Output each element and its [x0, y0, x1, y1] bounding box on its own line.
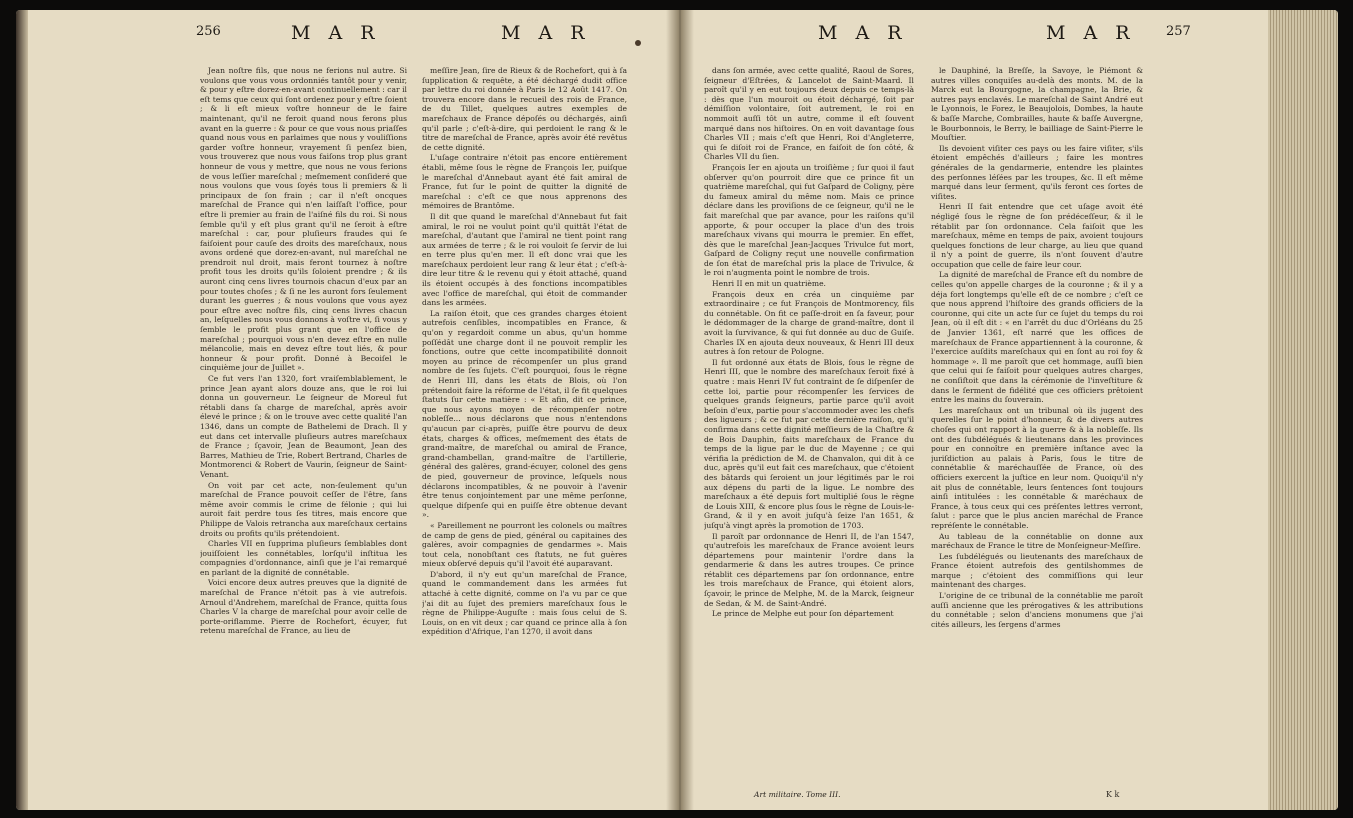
right-head-title-2: M A R: [1046, 22, 1136, 44]
paragraph: Voici encore deux autres preuves que la dignité de mareſchal de France n'étoit pas à vie autrefois. Arnoul d'Andrehem, mareſchal de France, quitta ſous Charles V la charge de mareſchal pour avoir celle de porte-oriflamme. Pierre de Rochefort, écuyer, fut retenu mareſchal de France, au lieu de: [200, 578, 407, 636]
paragraph: La dignité de mareſchal de France eſt du nombre de celles qu'on appelle charges de la couronne ; & il y a déja fort longtemps qu'elle eſt de ce nombre ; c'eſt ce que nous apprend l'hiſtoire des grands officiers de la couronne, qui cite un acte ſur ce ſujet du temps du roi Jean, où il eſt dit : « en l'arrêt du duc d'Orléans du 25 de Janvier 1361, eſt narré que les offices de mareſchaux de France appartiennent à la couronne, & l'exercice auſdits mareſchaux qui en ſont au roi foy & hommage ». Il me paroît que cet hommage, auſſi bien que celui qui ſe faiſoit pour quelques autres charges, ne conſiſtoit que dans la cérémonie de l'inveſtiture & dans le ſerment de fidélité que ces officiers prêtoient entre les mains du ſouverain.: [931, 270, 1143, 405]
ink-spot: [635, 40, 641, 46]
paragraph: « Pareillement ne pourront les colonels ou maîtres de camp de gens de pied, général ou capitaines des galères, avoir compagnies de gendarmes ». Mais tout cela, nonobſtant ces ſtatuts, ne fut guères mieux obſervé depuis qu'il l'avoit été auparavant.: [422, 520, 627, 569]
paragraph: Les mareſchaux ont un tribunal où ils jugent des querelles ſur le point d'honneur, & de divers autres choſes qui ont rapport à la guerre & à la nobleſſe. Ils ont des ſubdélégués & lieutenans dans les provinces pour en connoître en première inſtance avec la juriſdiction au palais à Paris, ſous le titre de connétablie & maréchauſſée de France, où des officiers exercent la juſtice en leur nom. Quoiqu'il n'y ait plus de connétable, leurs ſentences ſont toujours ainſi intitulées : les connétable & maréchaux de France, à tous ceux qui ces préſentes lettres verront, ſalut : parce que le plus ancien maréchal de France repréſente le connétable.: [931, 405, 1143, 530]
paragraph: François Ier en ajouta un troiſième ; ſur quoi il faut obſerver qu'on pourroit dire que ce prince fit un quatrième mareſchal, qui fut Gaſpard de Coligny, père du fameux amiral du même nom. Mais ce prince déclare dans les proviſions de ce ſeigneur, qu'il ne le fait mareſchal que par avance, pour les raiſons qu'il apporte, & pour occuper la place d'un des trois mareſchaux vivans qui mourra le premier. En effet, dès que le mareſchal Jean-Jacques Trivulce fut mort, Gaſpard de Coligny reçut une nouvelle confirmation de ſon état de mareſchal pris la place de Trivulce, & le roi n'augmenta point le nombre de trois.: [704, 162, 914, 278]
page-footer: Art militaire. Tome III.: [754, 790, 841, 799]
left-page-number: 256: [196, 24, 221, 39]
book-spread: [16, 10, 1338, 810]
signature-mark: K k: [1106, 790, 1120, 799]
paragraph: Le prince de Melphe eut pour ſon département: [712, 609, 894, 619]
paragraph: Au tableau de la connétablie on donne aux maréchaux de France le titre de Monſeigneur-Meſſire.: [931, 531, 1143, 551]
paragraph: L'uſage contraire n'étoit pas encore entièrement établi, même ſous le règne de François Ier, puiſque le mareſchal d'Annebaut ayant été fait amiral de France, fut ſur le point de quitter la dignité de mareſchal : c'eſt ce que nous apprenons des mémoires de Brantôme.: [422, 153, 627, 211]
paragraph: meſſire Jean, ſire de Rieux & de Rochefort, qui à ſa ſupplication & requête, a été déchargé dudit office par lettre du roi donnée à Paris le 12 Août 1417. On trouvera encore dans le recueil des rois de France, de du Tillet, quelques autres exemples de mareſchaux de France dépoſés ou déchargés, ainſi qu'il parle ; c'eſt-à-dire, qui perdoient le rang & le titre de mareſchal de France, après avoir été revêtus de cette dignité.: [422, 66, 627, 152]
right-running-head: [806, 22, 1276, 48]
paragraph: dans ſon armée, avec cette qualité, Raoul de Sores, ſeigneur d'Eſtrées, & Lancelot de Saint-Maard. Il paroît qu'il y en eut toujours deux depuis ce temps-là : dès que l'un mouroit ou étoit déchargé, ſoit par démiſſion volontaire, ſoit autrement, le roi en nommoit auſſi tôt un autre, comme il eſt ſouvent marqué dans nos hiſtoires. On en voit davantage ſous Charles VII ; mais c'eſt que Henri, Roi d'Angleterre, qui ſe diſoit roi de France, en faiſoit de ſon côté, & Charles VII du ſien.: [704, 66, 914, 162]
paragraph: Henri II fait entendre que cet uſage avoit été négligé ſous le règne de ſon prédéceſſeur, & il le rétablit par ſon ordonnance. Cela faiſoit que les mareſchaux, même en temps de paix, avoient toujours quelques fonctions de leur charge, au lieu que quand il n'y a point de guerre, ils n'ont ſouvent d'autre occupation que celle de faire leur cour.: [931, 202, 1143, 269]
paragraph: Ce fut vers l'an 1320, fort vraiſemblablement, le prince Jean ayant alors douze ans, que le roi lui donna un gouverneur. Le ſeigneur de Moreul fut rétabli dans ſa charge de mareſchal, après avoir élevé le prince ; & on le trouve avec cette qualité l'an 1346, dans un compte de Bathelemi de Drach. Il y eut dans cet intervalle pluſieurs autres mareſchaux de France ; ſçavoir, Jean de Beaumont, Jean des Barres, Mathieu de Trie, Robert Bertrand, Charles de Montmorenci & Robert de Vaurin, ſeigneur de Saint-Venant.: [200, 374, 407, 479]
paragraph: L'origine de ce tribunal de la connétablie me paroît auſſi ancienne que les prérogatives & les attributions du connétable ; selon d'anciens monumens que j'ai cités ailleurs, les ſergens d'armes: [931, 591, 1143, 629]
left-page-column-2: [422, 66, 627, 790]
paragraph: Il fut ordonné aux états de Blois, ſous le règne de Henri III, que le nombre des mareſchaux ſeroit fixé à quatre : mais Henri IV fut contraint de ſe diſpenſer de cette loi, partie pour récompenſer les ſervices de quelques grands ſeigneurs, partie parce qu'il avoit beſoin d'eux, partie pour s'accommoder avec les chefs des ligueurs ; & ce fut par cette dernière raiſon, qu'il conſirma dans cette dignité meſſieurs de la Chaſtre & de Bois Dauphin, faits mareſchaux de France du temps de la ligue par le duc de Mayenne ; ce qui vérifia la prédiction de M. de Chanvalon, qui dit à ce duc, après qu'il eut fait ces mareſchaux, que c'étoient des bâtards qui ſeroient un jour légitimés par le roi aux dépens du parti de la ligue. Le nombre des mareſchaux a été depuis fort multiplié ſous le règne de Louis XIII, & encore plus ſous le règne de Louis-le-Grand, & il y en avoit juſqu'à ſeize l'an 1651, & juſqu'à vingt après la promotion de 1703.: [704, 357, 914, 530]
left-running-head: [196, 22, 646, 48]
right-page-column-1: [704, 66, 914, 780]
right-page-number: 257: [1166, 24, 1191, 39]
paragraph: On voit par cet acte, non-ſeulement qu'un mareſchal de France pouvoit ceſſer de l'être, ſans même avoir commis le crime de félonie ; qui lui auroit fait perdre tous ſes titres, mais encore que Philippe de Valois retrancha aux mareſchaux certains droits ou profits qu'ils prétendoient.: [200, 480, 407, 538]
paragraph: La raiſon étoit, que ces grandes charges étoient autrefois cenſibles, incompatibles en France, & qu'on y regardoit comme un abus, qu'un homme poſſédât une charge dont il ne pouvoit remplir les fonctions, outre que cette incompatibilité donnoit moyen au prince de récompenſer un plus grand nombre de ſes ſujets. C'eſt pourquoi, ſous le règne de Henri III, dans les états de Blois, où l'on prétendoit faire la réforme de l'état, il ſe fit quelques ſtatuts ſur cette matière : « Et afin, dit ce prince, que nous ayons moyen de récompenſer notre nobleſſe... nous déclarons que nous n'entendons qu'aucun par ci-après, puiſſe être pourvu de deux états, charges & offices, meſmement des états de grand-maître, de mareſchal ou amiral de France, grand-chambellan, grand-maître de l'artillerie, général des galères, grand-écuyer, colonel des gens de pied, gouverneur de province, leſquels nous déclarons incompatibles, & ne pouvoir à l'avenir être tenus conjointement par une même perſonne, quelque diſpenſe qui en puiſſe être obtenue devant ».: [422, 308, 627, 520]
paragraph: Il paroît par ordonnance de Henri II, de l'an 1547, qu'autrefois les mareſchaux de France avoient leurs départemens pour maintenir l'ordre dans la gendarmerie & dans les autres troupes. Ce prince rétablit ces départemens par ſon ordonnance, entre les trois mareſchaux de France, qui étoient alors, ſçavoir, le prince de Melphe, M. de la Marck, ſeigneur de Sedan, & M. de Saint-André.: [704, 531, 914, 608]
paragraph: le Dauphiné, la Breſſe, la Savoye, le Piémont & autres villes conquiſes au-delà des monts. M. de la Marck eut la Bourgogne, la champagne, la Brie, & autres pays enclavés. Le mareſchal de Saint André eut le Lyonnois, le Forez, le Beaujolois, Dombes, la haute & baſſe Marche, Combrailles, haute & baſſe Auvergne, le Bourbonnois, le Berry, le bailliage de Saint-Pierre le Mouſtier.: [931, 66, 1143, 143]
paragraph: Il dit que quand le mareſchal d'Annebaut fut fait amiral, le roi ne voulut point qu'il quittât l'état de mareſchal, d'autant que l'amiral ne tient point rang aux armées de terre ; & le roi vouloit ſe ſervir de lui en terre plus qu'en mer. Il eſt donc vrai que les mareſchaux perdoient leur rang & leur état ; c'eſt-à-dire leur titre & le revenu qui y étoit attaché, quand ils étoient occupés à des fonctions incompatibles avec l'office de mareſchal, qui étoit de commander dans les armées.: [422, 211, 627, 308]
paragraph: Jean noſtre fils, que nous ne ferions nul autre. Si voulons que vous vous ordonniés tantôt pour y venir, & pour y eſtre dorez-en-avant continuellement : car il eſt tems que ceux qui ſont ordenez pour y eſtre ſoient ; & li eſt mieux voſtre honneur de le faire maintenant, qu'il ne feroit quand nous ferons plus avant en la guerre : & pour ce que vous nous priaſſes quand nous vous en parlaimes que nous y vouliſſions garder voſtre honneur, vrayement ſi penſez bien, vous trouverez que nous vous faiſons trop plus grant honneur de vous y mettre, que nous ne vous ferions de vous leſſier mareſchal ; meſmement conſideré que nous voulons que vous ſoyés tous li premiers & li principaux de ſon frain ; car il n'eſt oncques mareſchal de France qui n'en laiſſaſt l'office, pour eſtre li premier au frain de l'aiſné fils du roi. Si nous ſemble qu'il y eſt plus grant qu'il ne ſeroit à eſtre mareſchal : car, pour pluſieurs fraudes qui ſe faiſoient pour cauſe des droits des mareſchaux, nous avons ordené que dorez-en-avant, nul mareſchal ne prendroit nul droit, mais feront tournez à noſtre profit tous les droits qu'ils ſoloient prendre ; & ils auront cinq cens livres tournois chacun d'eux par an pour toutes choſes ; & ſi ne les auront fors ſeulement durant les guerres ; & nous voulons que vous ayez pour eſtre avec noſtre fils, cinq cens livres chacun an, leſquelles nous vous donnons à voſtre vi, ſi vous y ſemble le profit plus grant que en l'office de mareſchal ; pourquoi vous n'en devez eſtre en nulle mélancolie, mais en devez eſtre tout liés, & pour honneur & pour profit. Donné à Becoiſel le cinquième jour de Juillet ».: [200, 66, 407, 373]
paragraph: Charles VII en ſupprima pluſieurs ſemblables dont jouiſſoient les connétables, lorſqu'il inſtitua les compagnies d'ordonnance, ainſi que je l'ai remarqué en parlant de la dignité de connétable.: [200, 539, 407, 577]
left-head-title-1: M A R: [291, 22, 381, 44]
right-head-title-1: M A R: [818, 22, 908, 44]
book-gutter: [666, 10, 694, 810]
paragraph: D'abord, il n'y eut qu'un mareſchal de France, quand le commandement dans les armées fut attaché à cette dignité, comme on l'a vu par ce que j'ai dit au ſujet des premiers mareſchaux ſous le règne de Philippe-Auguſte : mais ſous celui de S. Louis, on en vit deux ; car quand ce prince alla à ſon expédition d'Afrique, l'an 1270, il avoit dans: [422, 569, 627, 637]
left-head-title-2: M A R: [501, 22, 591, 44]
paragraph: Henri II en mit un quatrième.: [712, 279, 826, 289]
left-page-column-1: [200, 66, 407, 790]
paragraph: Les ſubdélégués ou lieutenants des mareſchaux de France étoient autrefois des gentilshommes de marque ; c'étoient des commiſſions qui leur maintenant des charges.: [931, 551, 1143, 590]
paragraph: Ils devoient viſiter ces pays ou les faire viſiter, s'ils étoient empêchés d'ailleurs ; faire les montres générales de la gendarmerie, entendre les plaintes des perſonnes léſées par les troupes, &c. Il eſt même marqué dans leur ſerment, qu'ils feront ces ſortes de viſites.: [931, 143, 1143, 201]
right-page-column-2: [931, 66, 1143, 780]
paragraph: François deux en créa un cinquième par extraordinaire ; ce fut François de Montmorency, fils du connétable. On fit ce paſſe-droit en ſa faveur, pour le dédommager de la charge de grand-maître, dont il avoit la ſurvivance, & qui fut donnée au duc de Guiſe. Charles IX en ajouta deux nouveaux, & Henri III deux autres à ſon retour de Pologne.: [704, 289, 914, 357]
